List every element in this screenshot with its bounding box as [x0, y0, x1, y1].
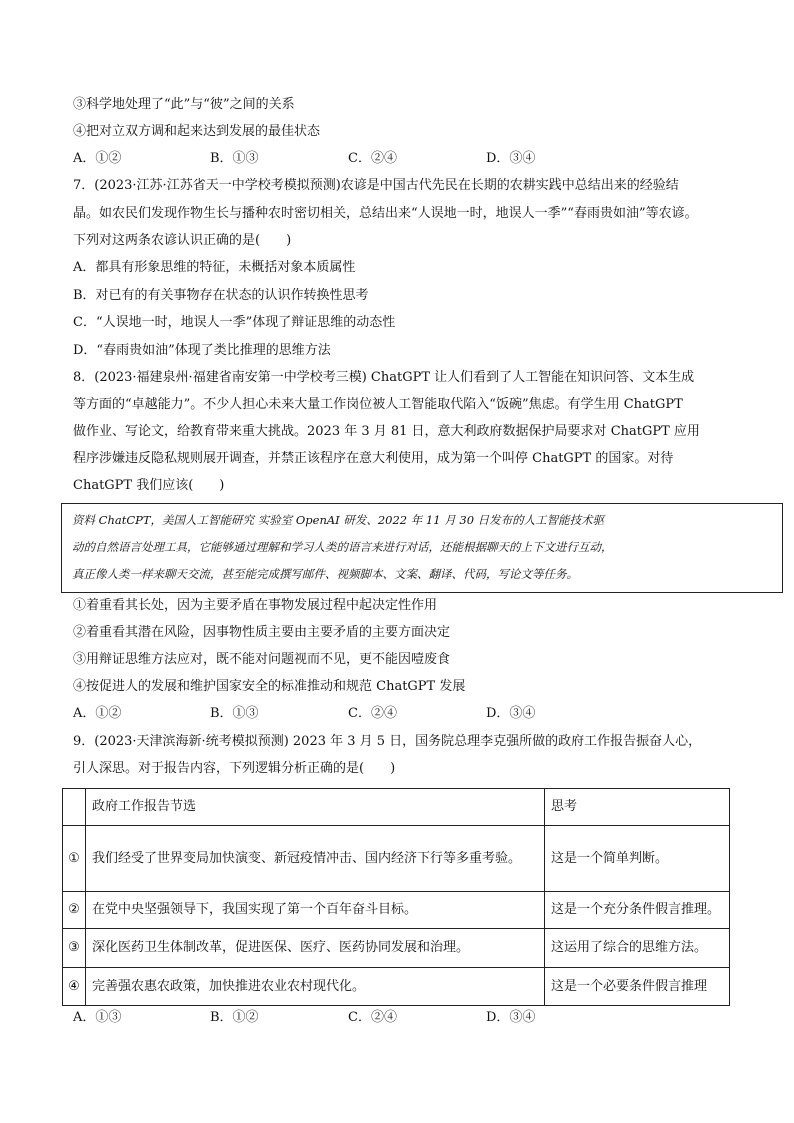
q9-options: [73, 1010, 673, 1026]
q7-stem-line-1: 7．(2023·江苏·江苏省天一中学校考模拟预测)农谚是中国古代先民在长期的农耕实践中总结出来的经验结: [73, 178, 679, 193]
q8-stem-line-2: 等方面的“卓越能力”。不少人担心未来大量工作岗位被人工智能取代陷入“饭碗”焦虑。有学生用 ChatGPT: [73, 397, 683, 412]
header-excerpt: 政府工作报告节选: [86, 789, 545, 826]
q7-choice-b[interactable]: B．对已有的有关事物存在状态的认识作转换性思考: [73, 288, 369, 303]
header-think: 思考: [545, 789, 730, 826]
q9-stem-line-1: 9．(2023·天津滨海新·统考模拟预测) 2023 年 3 月 5 日，国务院总理李克强所做的政府工作报告振奋人心，: [73, 734, 702, 749]
q7-choice-d[interactable]: D．“春雨贵如油”体现了类比推理的思维方法: [73, 343, 331, 358]
option-a[interactable]: A．①②: [73, 151, 122, 166]
option-b[interactable]: B．①②: [210, 1010, 259, 1025]
q9-report-table: [62, 788, 730, 1006]
q9-stem-line-2: 引人深思。对于报告内容，下列逻辑分析正确的是( ): [73, 761, 396, 776]
table-row: [63, 929, 730, 968]
q8-stem-line-4: 程序涉嫌违反隐私规则展开调查，并禁正该程序在意大利使用，成为第一个叫停 ChatGPT 的国家。对待: [73, 451, 674, 466]
material-line-3: 真正像人类一样来聊天交流，甚至能完成撰写邮件、视频脚本、文案、翻译、代码，写论文等任务。: [72, 567, 578, 581]
option-d[interactable]: D．③④: [486, 706, 536, 721]
option-c[interactable]: C．②④: [348, 706, 397, 721]
q6-options: [73, 151, 673, 167]
row-excerpt: 完善强农惠农政策，加快推进农业农村现代化。: [86, 968, 545, 1006]
row-think: 这是一个简单判断。: [545, 826, 730, 892]
q8-stem-line-5: ChatGPT 我们应该( ): [73, 478, 225, 493]
q8-stem-line-3: 做作业、写论文，给教育带来重大挑战。2023 年 3 月 81 日，意大利政府数据保护局要求对 ChatGPT 应用: [73, 424, 700, 439]
material-line-2: 动的自然语言处理工具，它能够通过理解和学习人类的语言来进行对话，还能根据聊天的上下文进行互动，: [72, 540, 613, 554]
table-header-row: [63, 789, 730, 826]
q8-item-2: ②着重看其潜在风险，因事物性质主要由主要矛盾的主要方面决定: [73, 625, 451, 640]
row-excerpt: 我们经受了世界变局加快演变、新冠疫情冲击、国内经济下行等多重考验。: [86, 826, 545, 892]
row-think: 这是一个充分条件假言推理。: [545, 892, 730, 929]
row-num: ②: [63, 892, 86, 929]
q6-item-4: ④把对立双方调和起来达到发展的最佳状态: [73, 124, 321, 139]
q8-stem-line-1: 8．(2023·福建泉州·福建省南安第一中学校考三模) ChatGPT 让人们看到了人工智能在知识问答、文本生成: [73, 370, 695, 385]
q7-stem-line-3: 下列对这两条农谚认识正确的是( ): [73, 233, 292, 248]
table-row: [63, 826, 730, 892]
row-think: 这是一个必要条件假言推理: [545, 968, 730, 1006]
row-excerpt: 深化医药卫生体制改革，促进医保、医疗、医药协同发展和治理。: [86, 929, 545, 968]
row-think: 这运用了综合的思维方法。: [545, 929, 730, 968]
q8-item-4: ④按促进人的发展和维护国家安全的标准推动和规范 ChatGPT 发展: [73, 679, 466, 694]
row-num: ①: [63, 826, 86, 892]
header-num-cell: [63, 789, 86, 826]
row-excerpt: 在党中央坚强领导下，我国实现了第一个百年奋斗目标。: [86, 892, 545, 929]
table-row: [63, 892, 730, 929]
q8-item-1: ①着重看其长处，因为主要矛盾在事物发展过程中起决定性作用: [73, 598, 438, 613]
q7-choice-a[interactable]: A．都具有形象思维的特征，未概括对象本质属性: [73, 260, 356, 275]
q8-options: [73, 706, 673, 722]
q6-item-3: ③科学地处理了“此”与“彼”之间的关系: [73, 97, 295, 112]
table-row: [63, 968, 730, 1006]
q8-item-3: ③用辩证思维方法应对，既不能对问题视而不见，更不能因噎废食: [73, 652, 451, 667]
q8-material-box: [61, 503, 783, 593]
option-b[interactable]: B．①③: [210, 706, 259, 721]
option-d[interactable]: D．③④: [486, 151, 536, 166]
q7-stem-line-2: 晶。如农民们发现作物生长与播种农时密切相关，总结出来“人误地一时，地误人一季”“春雨贵如油”等农谚。: [73, 206, 698, 221]
option-c[interactable]: C．②④: [348, 1010, 397, 1025]
option-a[interactable]: A．①②: [73, 706, 122, 721]
option-c[interactable]: C．②④: [348, 151, 397, 166]
row-num: ③: [63, 929, 86, 968]
option-d[interactable]: D．③④: [486, 1010, 536, 1025]
q7-choice-c[interactable]: C．“人误地一时，地误人一季”体现了辩证思维的动态性: [73, 315, 396, 330]
option-a[interactable]: A．①③: [73, 1010, 122, 1025]
option-b[interactable]: B．①③: [210, 151, 259, 166]
row-num: ④: [63, 968, 86, 1006]
material-line-1: 资料 ChatCPT，美国人工智能研究 实验室 OpenAI 研发、2022 年 11 月 30 日发布的人工智能技术驱: [72, 513, 605, 527]
